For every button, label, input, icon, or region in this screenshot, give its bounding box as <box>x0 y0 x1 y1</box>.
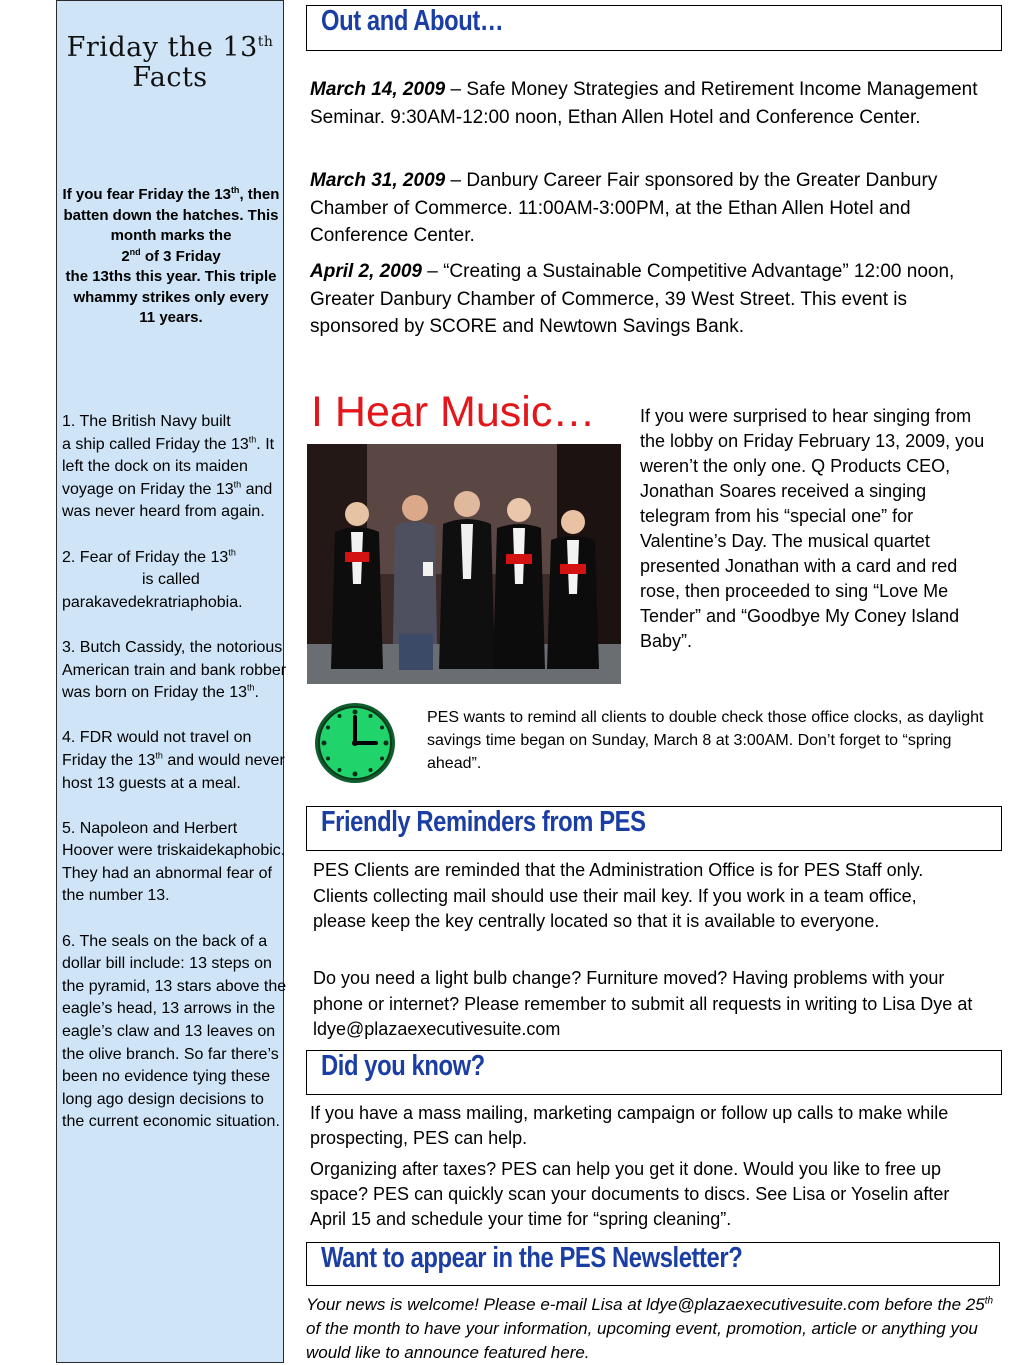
clock-reminder-text: PES wants to remind all clients to double check those office clocks, as daylight savings time began on Sunday, March 8 at 3:00AM. Don’t forget to “spring ahead”. <box>427 709 984 772</box>
fact-3-b: . <box>254 684 259 702</box>
intro-text-6: 11 years. <box>139 309 203 326</box>
fact-1-a: 1. The British Navy built <box>62 413 231 430</box>
intro-text-4: of 3 Friday <box>140 247 221 265</box>
fact-2 <box>62 547 288 615</box>
newsletter-header <box>306 1242 1000 1286</box>
fact-3-sup: th <box>247 682 255 693</box>
event-date-3: April 2, 2009 <box>310 261 422 282</box>
out-about-header <box>306 5 1002 51</box>
sidebar-intro <box>61 185 281 329</box>
newsletter-text-sup: th <box>984 1295 994 1307</box>
intro-text-5: the 13ths this year. This triple whammy strikes only every <box>65 268 277 306</box>
event-text-3: – “Creating a Sustainable Competitive Advantage” 12:00 noon, Greater Danbury Chamber of Commerce, 39 West Street. This event is sponsored by SCORE and Newtown Savings Bank. <box>310 261 955 337</box>
quartet-photo <box>307 444 621 684</box>
fact-1-sup: th <box>248 434 257 445</box>
event-text-1: – Safe Money Strategies and Retirement Income Management Seminar. 9:30AM-12:00 noon, Ethan Allen Hotel and Conference Center. <box>310 79 978 128</box>
fact-4-sup: th <box>155 750 163 761</box>
sidebar-friday-facts <box>56 0 287 1363</box>
fact-4-a: 4. FDR would not travel on Friday the 13 <box>62 729 252 769</box>
event-item-1 <box>310 76 998 131</box>
intro-text-3: 2 <box>121 247 130 265</box>
fact-3 <box>62 637 288 705</box>
clock-icon <box>312 700 398 786</box>
event-date-1: March 14, 2009 <box>310 79 446 100</box>
event-date-2: March 31, 2009 <box>310 170 446 191</box>
reminders-paragraph-2: Do you need a light bulb change? Furniture moved? Having problems with your phone or internet? Please remember to submit all requests in writing to Lisa Dye at ldye@plazaexecutivesuite.com <box>313 968 973 1039</box>
fact-1-b: a ship called Friday the 13 <box>62 435 249 453</box>
reminders-header <box>306 806 1002 851</box>
sidebar-title <box>57 33 283 93</box>
fact-4 <box>62 727 288 795</box>
fact-6: 6. The seals on the back of a dollar bill include: 13 steps on the pyramid, 13 stars above the eagle’s head, 13 arrows in the eagle’s claw and 13 leaves on the olive branch. So far there’s been no evidence tying these long ago design decisions to the current economic situation. <box>62 932 287 1131</box>
out-about-heading: Out and About… <box>321 5 504 37</box>
fact-1-sup2: th <box>233 479 242 490</box>
intro-sup-2: nd <box>129 246 141 257</box>
quartet-photo-illustration <box>307 444 621 684</box>
fact-2-sup: th <box>228 547 236 558</box>
fact-1 <box>62 411 288 524</box>
did-you-know-header <box>306 1050 1002 1095</box>
newsletter-text <box>306 1293 1006 1365</box>
intro-text-2: , then batten down the hatches. This month marks the <box>63 186 280 244</box>
newsletter-heading: Want to appear in the PES Newsletter? <box>321 1242 743 1274</box>
newsletter-text-a: Your news is welcome! Please e-mail Lisa at ldye@plazaexecutivesuite.com before the 25 <box>306 1295 985 1314</box>
music-title: I Hear Music… <box>311 388 596 436</box>
facts-list <box>62 411 288 1157</box>
fact-2-c: parakavedekratriaphobia. <box>62 593 243 611</box>
fact-1-d: and was never heard from again. <box>62 480 273 521</box>
fact-2-a: 2. Fear of Friday the 13 <box>62 548 229 566</box>
sidebar-title-line1: Friday the 13 <box>66 32 258 63</box>
did-you-know-paragraph-1: If you have a mass mailing, marketing campaign or follow up calls to make while prospecting, PES can help. <box>310 1103 949 1148</box>
music-text: If you were surprised to hear singing from the lobby on Friday February 13, 2009, you weren’t the only one. Q Products CEO, Jonathan Soares received a singing telegram from his “special one” for Valentine’s Day. The musical quartet presented Jonathan with a card and red rose, then proceeded to sing “Love Me Tender” and “Goodbye My Coney Island Baby”. <box>640 406 985 651</box>
event-item-3 <box>310 258 990 341</box>
newsletter-text-b: of the month to have your information, upcoming event, promotion, article or anything you would like to announce featured here. <box>306 1319 978 1362</box>
reminders-heading: Friendly Reminders from PES <box>321 806 646 838</box>
intro-text-1: If you fear Friday the 13 <box>62 186 231 203</box>
fact-3-a: 3. Butch Cassidy, the notorious American train and bank robber was born on Friday the 13 <box>62 638 287 702</box>
fact-5: 5. Napoleon and Herbert Hoover were triskaidekaphobic. They had an abnormal fear of the number 13. <box>62 819 286 905</box>
event-text-2: – Danbury Career Fair sponsored by the Greater Danbury Chamber of Commerce. 11:00AM-3:00PM, at the Ethan Allen Hotel and Conference Center. <box>310 170 938 246</box>
reminders-paragraph-1: PES Clients are reminded that the Administration Office is for PES Staff only. Clients collecting mail should use their mail key. If you work in a team office, please keep the key centrally located so that it is available to everyone. <box>313 860 924 931</box>
did-you-know-paragraph-2: Organizing after taxes? PES can help you get it done. Would you like to free up space? PES can quickly scan your documents to discs. See Lisa or Yoselin after April 15 and schedule your time for “spring cleaning”. <box>310 1159 950 1229</box>
intro-sup-1: th <box>230 185 240 195</box>
sidebar-title-line2: Facts <box>132 62 208 94</box>
sidebar-title-sup: th <box>257 34 274 50</box>
did-you-know-heading: Did you know? <box>321 1050 485 1082</box>
fact-4-b: and would never host 13 guests at a meal. <box>62 751 285 792</box>
fact-1-c: . It left the dock on its maiden voyage on Friday the 13 <box>62 435 275 498</box>
fact-2-b: is called <box>142 571 200 589</box>
event-item-2 <box>310 167 998 250</box>
